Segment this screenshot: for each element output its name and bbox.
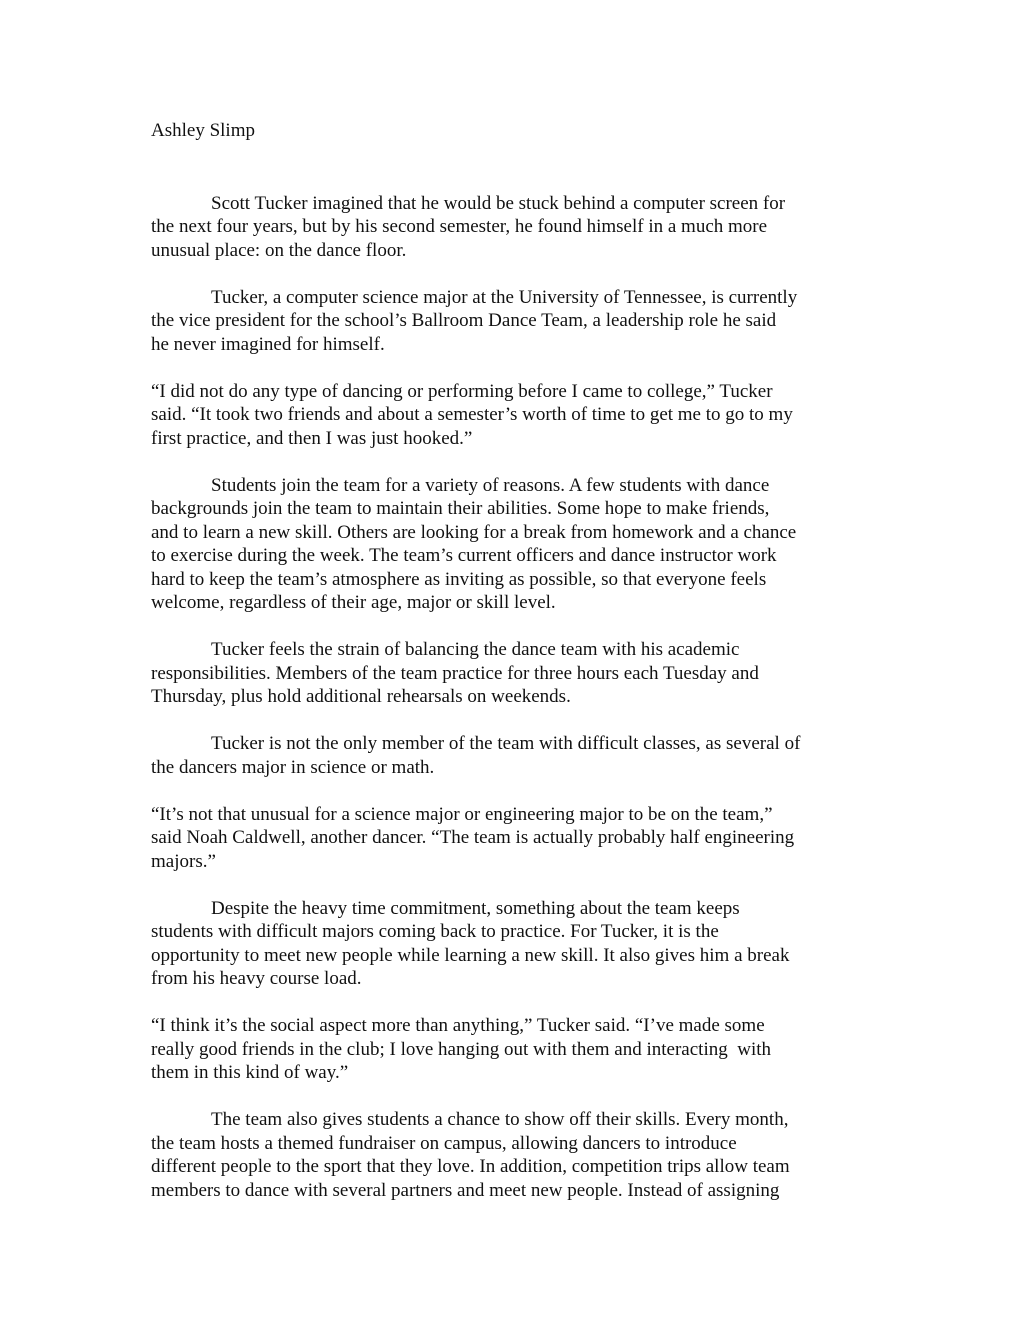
text-line: welcome, regardless of their age, major or skill level. <box>151 592 556 613</box>
text-line: hard to keep the team’s atmosphere as inviting as possible, so that everyone feels <box>151 568 767 590</box>
text-line: said. “It took two friends and about a semester’s worth of time to get me to go to my <box>151 404 793 425</box>
text-line: the vice president for the school’s Ballroom Dance Team, a leadership role he said <box>151 310 777 331</box>
text-line: Thursday, plus hold additional rehearsals on weekends. <box>151 686 571 707</box>
text-line: “It’s not that unusual for a science major or engineering major to be on the team,” <box>151 803 773 825</box>
paragraph <box>151 638 891 709</box>
text-line: opportunity to meet new people while learning a new skill. It also gives him a break <box>151 944 790 966</box>
text-line: Students join the team for a variety of reasons. A few students with dance <box>211 474 770 496</box>
paragraph <box>151 192 891 263</box>
author-name: Ashley Slimp <box>151 120 255 141</box>
text-line: the dancers major in science or math. <box>151 756 435 778</box>
paragraph <box>151 1108 891 1202</box>
text-line: unusual place: on the dance floor. <box>151 239 407 261</box>
text-line: said Noah Caldwell, another dancer. “The team is actually probably half engineering <box>151 827 795 848</box>
text-line: the next four years, but by his second semester, he found himself in a much more <box>151 216 768 237</box>
text-line: “I did not do any type of dancing or performing before I came to college,” Tucker <box>151 380 773 402</box>
paragraph <box>151 474 891 615</box>
paragraph <box>151 732 891 779</box>
paragraph <box>151 803 891 874</box>
article-body <box>151 192 891 1203</box>
text-line: “I think it’s the social aspect more than anything,” Tucker said. “I’ve made some <box>151 1015 765 1036</box>
paragraph <box>151 286 891 357</box>
text-line: different people to the sport that they love. In addition, competition trips allow team <box>151 1156 790 1177</box>
document-page <box>151 119 891 1226</box>
text-line: majors.” <box>151 850 216 872</box>
text-line: the team hosts a themed fundraiser on campus, allowing dancers to introduce <box>151 1132 737 1154</box>
text-line: backgrounds join the team to maintain their abilities. Some hope to make friends, <box>151 498 770 519</box>
text-line: first practice, and then I was just hooked.” <box>151 427 473 449</box>
text-line: The team also gives students a chance to show off their skills. Every month, <box>211 1109 789 1130</box>
text-line: and to learn a new skill. Others are looking for a break from homework and a chance <box>151 521 797 543</box>
text-line: really good friends in the club; I love hanging out with them and interacting with <box>151 1038 771 1060</box>
text-line: Despite the heavy time commitment, something about the team keeps <box>211 897 740 919</box>
text-line: Tucker is not the only member of the team with difficult classes, as several of <box>211 733 801 754</box>
text-line: members to dance with several partners and meet new people. Instead of assigning <box>151 1179 780 1201</box>
paragraph <box>151 1014 891 1085</box>
text-line: them in this kind of way.” <box>151 1062 349 1083</box>
text-line: from his heavy course load. <box>151 968 362 989</box>
text-line: Tucker, a computer science major at the University of Tennessee, is currently <box>211 286 798 308</box>
text-line: Scott Tucker imagined that he would be stuck behind a computer screen for <box>211 192 786 214</box>
text-line: responsibilities. Members of the team practice for three hours each Tuesday and <box>151 662 759 684</box>
text-line: students with difficult majors coming back to practice. For Tucker, it is the <box>151 921 719 942</box>
text-line: he never imagined for himself. <box>151 333 385 355</box>
text-line: to exercise during the week. The team’s current officers and dance instructor work <box>151 545 777 566</box>
text-line: Tucker feels the strain of balancing the dance team with his academic <box>211 639 740 660</box>
paragraph <box>151 897 891 991</box>
paragraph <box>151 380 891 451</box>
